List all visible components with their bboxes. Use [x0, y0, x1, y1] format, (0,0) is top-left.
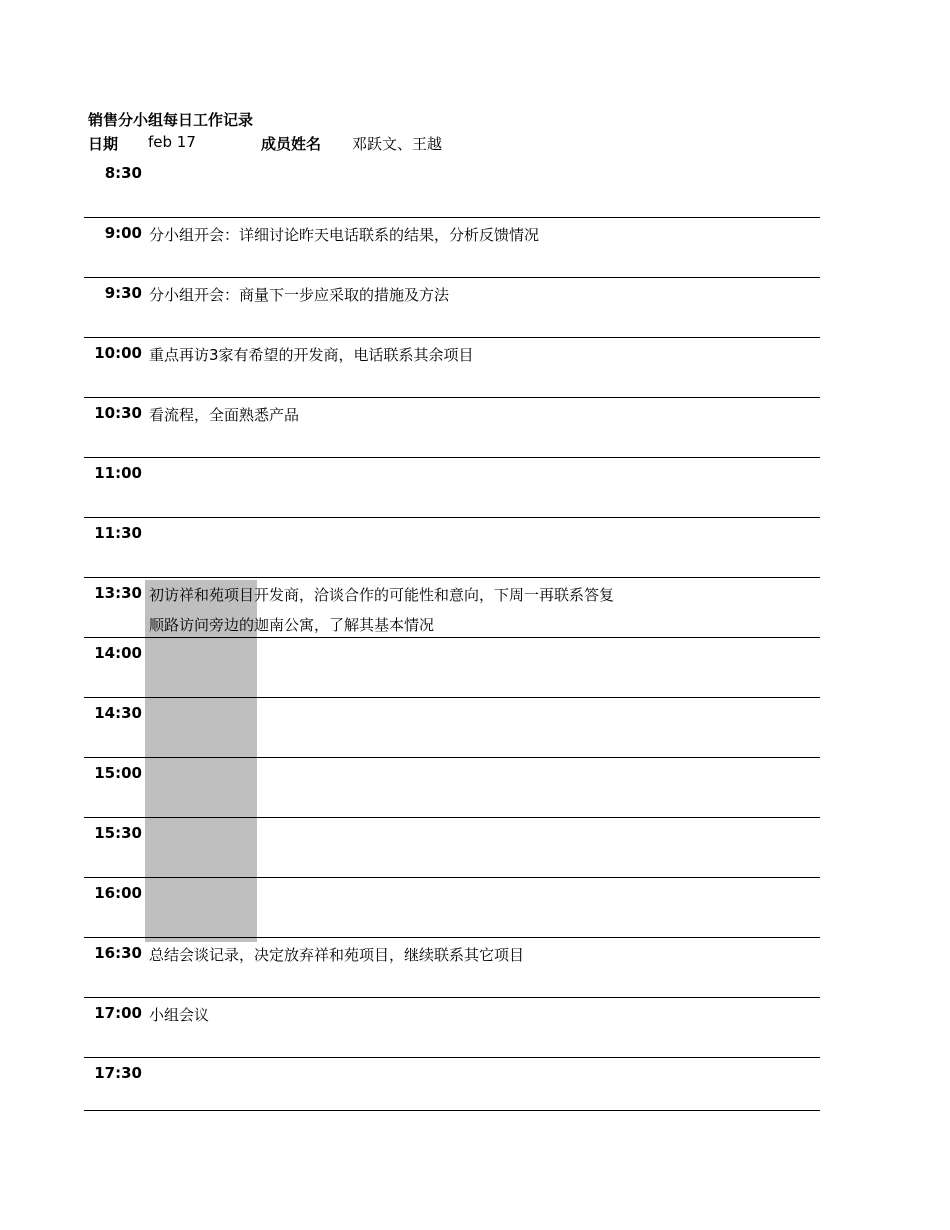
- schedule-row: [84, 158, 820, 218]
- time-slot: 14:30: [94, 704, 142, 722]
- time-slot: 8:30: [104, 164, 142, 182]
- page-title: 销售分小组每日工作记录: [88, 111, 254, 129]
- schedule-row: [84, 638, 820, 698]
- task-note: 分小组开会：详细讨论昨天电话联系的结果，分析反馈情况: [149, 226, 540, 244]
- schedule-row: [84, 398, 820, 458]
- task-note: 分小组开会：商量下一步应采取的措施及方法: [149, 286, 450, 304]
- schedule-row: [84, 698, 820, 758]
- time-slot: 15:00: [94, 764, 142, 782]
- time-slot: 9:30: [104, 284, 142, 302]
- date-label: 日期: [88, 135, 119, 153]
- time-slot: 16:30: [94, 944, 142, 962]
- task-note: 小组会议: [149, 1006, 210, 1024]
- time-slot: 16:00: [94, 884, 142, 902]
- time-slot: 10:00: [94, 344, 142, 362]
- time-slot: 10:30: [94, 404, 142, 422]
- schedule-row: [84, 818, 820, 878]
- schedule-row: [84, 938, 820, 998]
- schedule-row: [84, 518, 820, 578]
- time-slot: 17:30: [94, 1064, 142, 1082]
- task-note: 重点再访3家有希望的开发商，电话联系其余项目: [149, 346, 474, 364]
- time-slot: 14:00: [94, 644, 142, 662]
- member-label: 成员姓名: [261, 135, 322, 153]
- time-slot: 17:00: [94, 1004, 142, 1022]
- time-slot: 11:30: [94, 524, 142, 542]
- schedule-row: [84, 338, 820, 398]
- member-value: 邓跃文、王越: [352, 135, 443, 153]
- schedule-row: [84, 278, 820, 338]
- schedule-row: [84, 878, 820, 938]
- time-slot: 13:30: [94, 584, 142, 602]
- schedule-row: [84, 578, 820, 638]
- schedule-row: [84, 998, 820, 1058]
- time-slot: 11:00: [94, 464, 142, 482]
- schedule-row: [84, 218, 820, 278]
- task-note: 看流程，全面熟悉产品: [149, 406, 300, 424]
- schedule-row: [84, 1058, 820, 1111]
- schedule-row: [84, 458, 820, 518]
- task-note: 总结会谈记录，决定放弃祥和苑项目，继续联系其它项目: [149, 946, 525, 964]
- schedule-row: [84, 758, 820, 818]
- task-note: 顺路访问旁边的迦南公寓，了解其基本情况: [149, 616, 435, 634]
- task-note: 初访祥和苑项目开发商，洽谈合作的可能性和意向，下周一再联系答复: [149, 586, 615, 604]
- time-slot: 9:00: [104, 224, 142, 242]
- time-slot: 15:30: [94, 824, 142, 842]
- date-value: feb 17: [148, 133, 196, 151]
